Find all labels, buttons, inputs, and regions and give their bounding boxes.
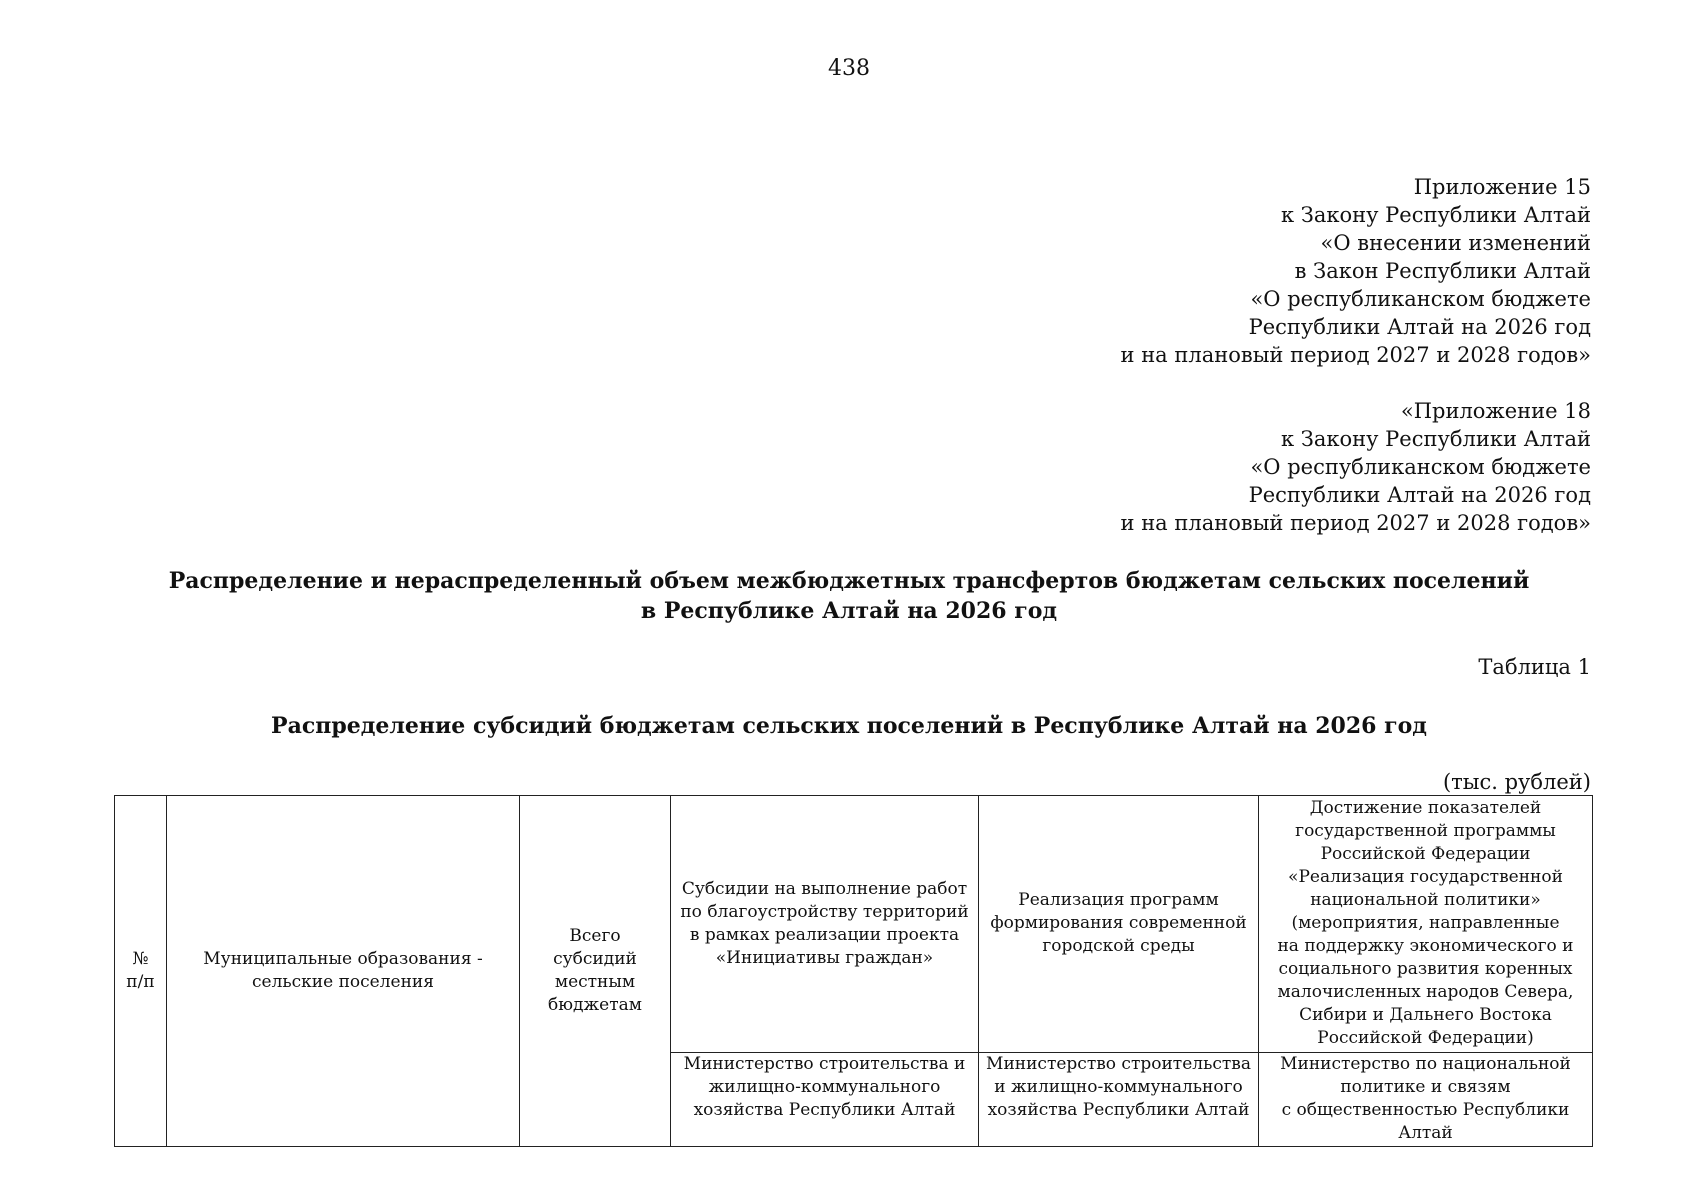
appendix-18-line: «О республиканском бюджете [1250, 455, 1591, 479]
header-cell-subsidy-urban-environment [979, 796, 1259, 1053]
header-number-label: № п/п [126, 949, 155, 992]
page-number: 438 [828, 56, 870, 81]
header-cell-number [115, 796, 167, 1147]
document-title [0, 566, 1698, 626]
administrator-cell-2 [979, 1052, 1259, 1146]
administrator-3-label: Министерство по национальной политике и связям с общественностью Республики Алтай [1280, 1053, 1571, 1143]
appendix-15-block [1121, 173, 1591, 369]
appendix-15-line: к Закону Республики Алтай [1280, 203, 1591, 227]
subsidy-table [114, 795, 1593, 1147]
unit-note: (тыс. рублей) [1442, 770, 1591, 794]
table-title: Распределение субсидий бюджетам сельских поселений в Республике Алтай на 2026 год [271, 713, 1427, 739]
header-subsidy-urban-environment-label: Реализация программ формирования современной городской среды [990, 890, 1247, 957]
appendix-18-block [1121, 397, 1591, 537]
header-subsidy-national-policy-label: Достижение показателей государственной программы Российской Федерации «Реализация государственной национальной политики» (мероприятия, направленные на поддержку экономического и социального развития коренных малочисленных народов Севера, Сибири и Дальнего Востока Российской Федерации) [1277, 798, 1574, 1049]
header-municipality-label: Муниципальные образования - сельские поселения [203, 949, 483, 992]
administrator-cell-3 [1259, 1052, 1593, 1146]
document-title-line-2: в Республике Алтай на 2026 год [640, 598, 1058, 624]
appendix-18-line: к Закону Республики Алтай [1280, 427, 1591, 451]
administrator-cell-1 [671, 1052, 979, 1146]
header-cell-municipality [167, 796, 520, 1147]
header-subsidy-initiatives-label: Субсидии на выполнение работ по благоустройству территорий в рамках реализации проекта «Инициативы граждан» [680, 878, 969, 968]
appendix-15-line: Республики Алтай на 2026 год [1248, 315, 1591, 339]
header-total-label: Всего субсидий местным бюджетам [548, 926, 642, 1015]
appendix-15-line: в Закон Республики Алтай [1294, 259, 1591, 283]
header-cell-total [520, 796, 671, 1147]
appendix-15-line: «О внесении изменений [1320, 231, 1591, 255]
header-cell-subsidy-national-policy [1259, 796, 1593, 1053]
header-cell-subsidy-initiatives [671, 796, 979, 1053]
appendix-18-line: Республики Алтай на 2026 год [1248, 483, 1591, 507]
appendix-18-line: и на плановый период 2027 и 2028 годов» [1120, 511, 1591, 535]
appendix-15-line: «О республиканском бюджете [1250, 287, 1591, 311]
table-header-row [115, 796, 1593, 1053]
appendix-15-line: и на плановый период 2027 и 2028 годов» [1120, 343, 1591, 367]
administrator-1-label: Министерство строительства и жилищно-коммунального хозяйства Республики Алтай [683, 1053, 966, 1120]
administrator-2-label: Министерство строительства и жилищно-коммунального хозяйства Республики Алтай [986, 1053, 1251, 1120]
appendix-18-line: «Приложение 18 [1400, 399, 1591, 423]
document-title-line-1: Распределение и нераспределенный объем межбюджетных трансфертов бюджетам сельских поселений [168, 568, 1530, 594]
table-label: Таблица 1 [1478, 655, 1591, 679]
appendix-15-line: Приложение 15 [1413, 175, 1591, 199]
